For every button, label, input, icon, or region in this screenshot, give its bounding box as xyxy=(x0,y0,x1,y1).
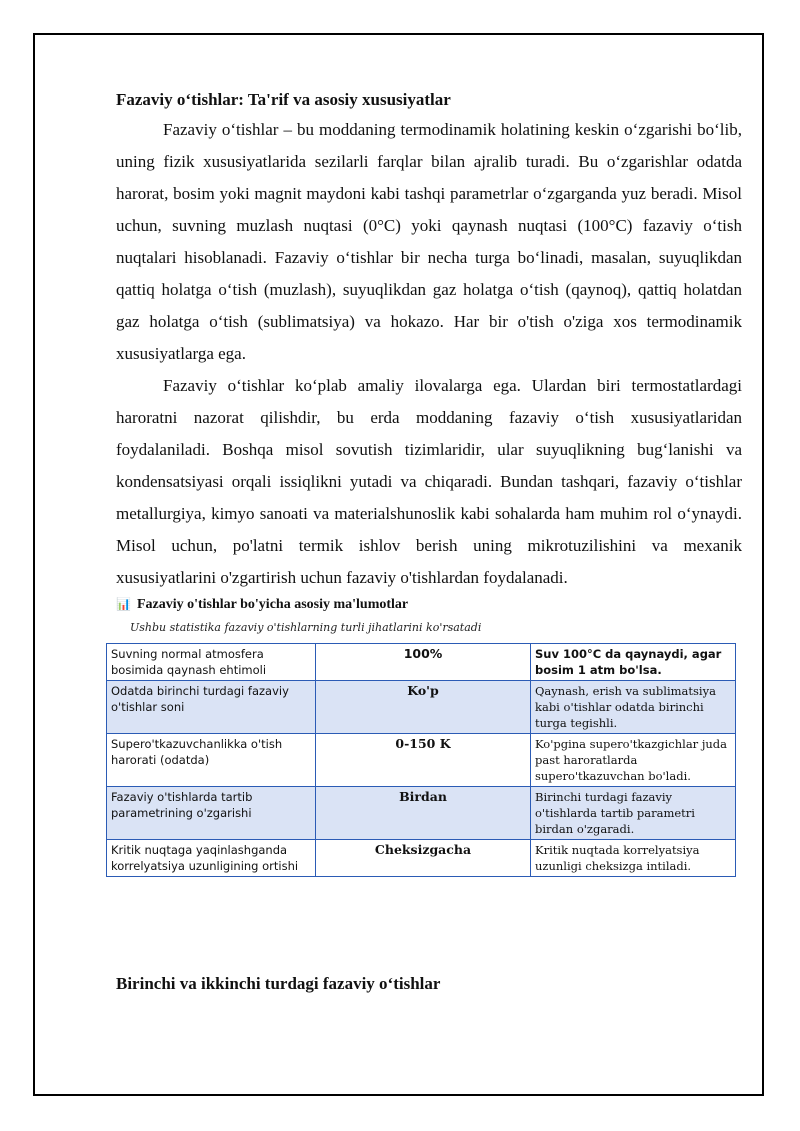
table-title-text: Fazaviy o'tishlar bo'yicha asosiy ma'lumotlar xyxy=(136,597,409,612)
row-value: 100% xyxy=(316,644,531,681)
row-note: Ko'pgina supero'tkazgichlar juda past haroratlarda supero'tkazuvchan bo'ladi. xyxy=(531,734,736,787)
table-row xyxy=(107,644,736,681)
table-row xyxy=(107,734,736,787)
stats-table xyxy=(106,643,736,877)
section-heading: Fazaviy o‘tishlar: Ta'rif va asosiy xususiyatlar xyxy=(116,90,451,109)
paragraph: Fazaviy o‘tishlar ko‘plab amaliy ilovalarga ega. Ulardan biri termostatlardagi haroratni nazorat qilishdir, bu erda moddaning fazaviy o‘tish xususiyatlaridan foydalaniladi. Boshqa misol sovutish tizimlaridir, ular suyuqlikning bug‘lanishi va kondensatsiyasi orqali issiqlikni yutadi va chiqaradi. Bundan tashqari, fazaviy o‘tishlar metallurgiya, kimyo sanoati va materialshunoslik kabi sohalarda ham muhim rol o‘ynaydi. Misol uchun, po'latni termik ishlov berish uning mikrotuzilishini va mexanik xususiyatlarini o'zgartirish uchun fazaviy o'tishlardan foydalanadi. xyxy=(116,376,742,587)
row-note: Kritik nuqtada korrelyatsiya uzunligi cheksizga intiladi. xyxy=(531,840,736,877)
table-row xyxy=(107,840,736,877)
document-body xyxy=(111,86,742,993)
paragraph: Fazaviy o‘tishlar – bu moddaning termodinamik holatining keskin o‘zgarishi bo‘lib, uning fizik xususiyatlarida sezilarli farqlar bilan ajralib turadi. Bu o‘zgarishlar odatda harorat, bosim yoki magnit maydoni kabi tashqi parametrlar o‘zgarganda yuz beradi. Misol uchun, suvning muzlash nuqtasi (0°C) yoki qaynash nuqtasi (100°C) fazaviy o‘tish nuqtalari hisoblanadi. Fazaviy o‘tishlar bir necha turga bo‘linadi, masalan, suyuqlikdan qattiq holatga o‘tish (muzlash), suyuqlikdan gaz holatga o‘tish (qaynoq), qattiq holatdan gaz holatga o‘tish (sublimatsiya) va hokazo. Har bir o'tish o'ziga xos termodinamik xususiyatlarga ega. xyxy=(116,120,742,363)
row-note: Suv 100°C da qaynaydi, agar bosim 1 atm bo'lsa. xyxy=(531,644,736,681)
row-note: Birinchi turdagi fazaviy o'tishlarda tartib parametri birdan o'zgaradi. xyxy=(531,787,736,840)
row-label: Fazaviy o'tishlarda tartib parametrining o'zgarishi xyxy=(107,787,316,840)
row-label: Kritik nuqtaga yaqinlashganda korrelyatsiya uzunligining ortishi xyxy=(107,840,316,877)
section-heading: Birinchi va ikkinchi turdagi fazaviy o‘tishlar xyxy=(116,974,441,993)
row-label: Suvning normal atmosfera bosimida qaynash ehtimoli xyxy=(107,644,316,681)
row-label: Supero'tkazuvchanlikka o'tish harorati (odatda) xyxy=(107,734,316,787)
table-row xyxy=(107,787,736,840)
row-value: Cheksizgacha xyxy=(316,840,531,877)
row-value: Birdan xyxy=(316,787,531,840)
table-title xyxy=(116,594,742,615)
row-label: Odatda birinchi turdagi fazaviy o'tishlar soni xyxy=(107,681,316,734)
row-value: Ko'p xyxy=(316,681,531,734)
table-row xyxy=(107,681,736,734)
row-note: Qaynash, erish va sublimatsiya kabi o'tishlar odatda birinchi turga tegishli. xyxy=(531,681,736,734)
table-subtitle: Ushbu statistika fazaviy o'tishlarning turli jihatlarini ko'rsatadi xyxy=(130,621,482,634)
row-value: 0-150 K xyxy=(316,734,531,787)
bar-chart-icon: 📊 xyxy=(116,597,131,611)
